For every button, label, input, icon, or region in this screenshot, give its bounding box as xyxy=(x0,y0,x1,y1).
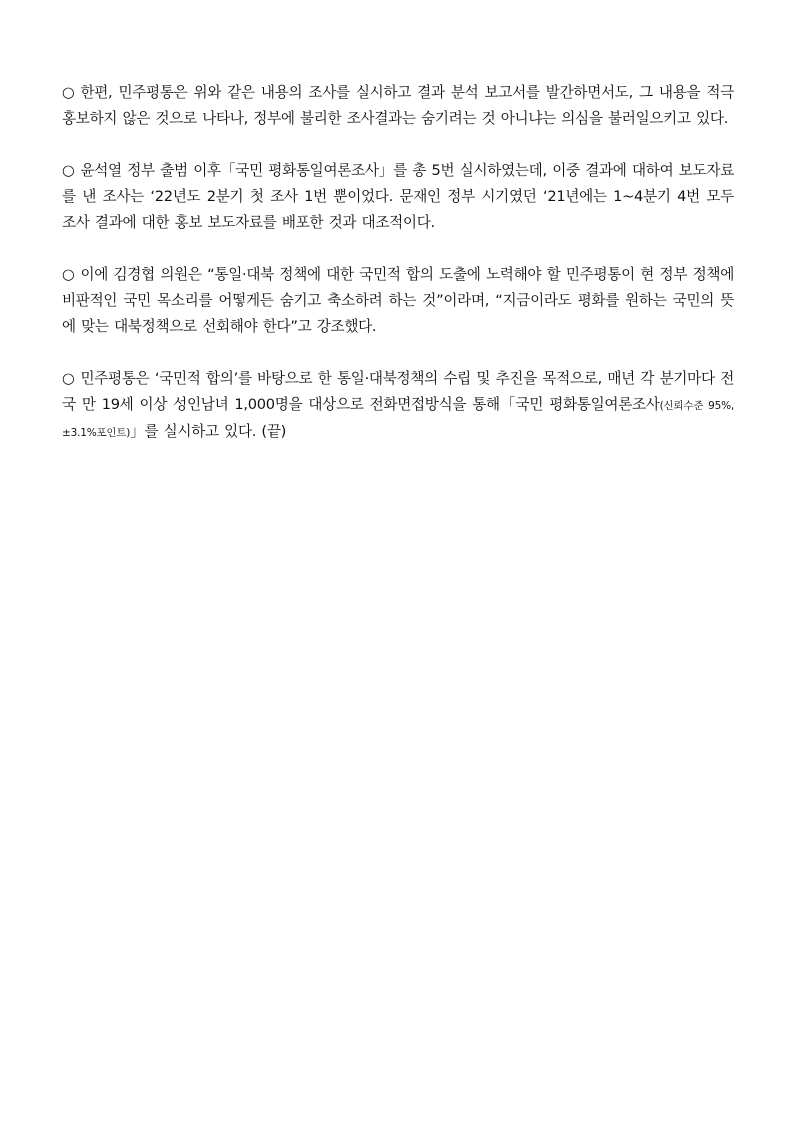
bullet-circle: ○ xyxy=(62,370,75,387)
bullet-circle: ○ xyxy=(62,84,75,101)
document-body xyxy=(62,80,734,472)
paragraph-1 xyxy=(62,80,734,132)
paragraph-text: 민주평통은 ‘국민적 합의’를 바탕으로 한 통일·대북정책의 수립 및 추진을 목적으로, 매년 각 분기마다 전국 만 19세 이상 성인남녀 1,000명을 대상으로 전화면접방식을 통해「국민 평화통일여론조사 xyxy=(62,370,734,413)
paragraph-text: 윤석열 정부 출범 이후「국민 평화통일여론조사」를 총 5번 실시하였는데, 이중 결과에 대하여 보도자료를 낸 조사는 ‘22년도 2분기 첫 조사 1번 뿐이었다. 문재인 정부 시기였던 ‘21년에는 1~4분기 4번 모두 조사 결과에 대한 홍보 보도자료를 배포한 것과 대조적이다. xyxy=(62,162,734,231)
bullet-circle: ○ xyxy=(62,162,75,179)
paragraph-4 xyxy=(62,366,734,446)
paragraph-text: 이에 김경협 의원은 “통일·대북 정책에 대한 국민적 합의 도출에 노력해야 할 민주평통이 현 정부 정책에 비판적인 국민 목소리를 어떻게든 숨기고 축소하려 하는 것”이라며, “지금이라도 평화를 원하는 국민의 뜻에 맞는 대북정책으로 선회해야 한다”고 강조했다. xyxy=(62,266,734,335)
paragraph-text-end: 」를 실시하고 있다. (끝) xyxy=(130,423,287,440)
paragraph-3 xyxy=(62,262,734,340)
survey-reliability-note: (신뢰수준 95%, ±3.1%포인트) xyxy=(62,400,734,439)
paragraph-text: 한편, 민주평통은 위와 같은 내용의 조사를 실시하고 결과 분석 보고서를 발간하면서도, 그 내용을 적극 홍보하지 않은 것으로 나타나, 정부에 불리한 조사결과는 숨기려는 것 아니냐는 의심을 불러일으키고 있다. xyxy=(62,84,734,127)
paragraph-2 xyxy=(62,158,734,236)
bullet-circle: ○ xyxy=(62,266,75,283)
